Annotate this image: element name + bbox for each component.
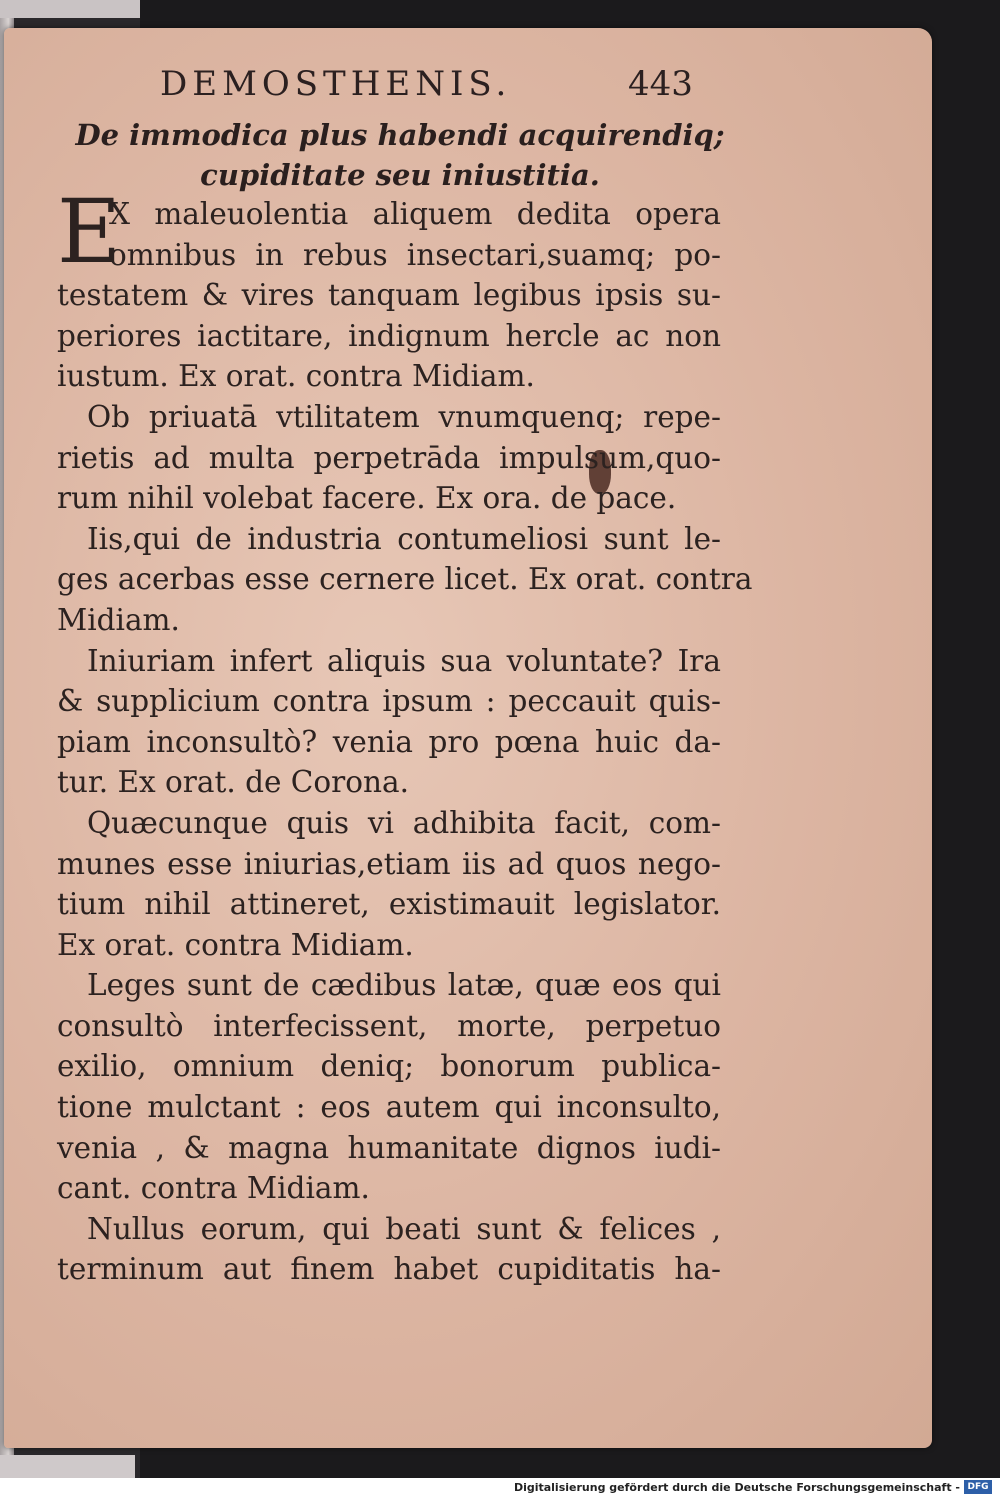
section-title-line-1: De immodica plus habendi acquirendiq; — [75, 118, 725, 152]
paragraph — [57, 519, 753, 641]
text-line: Leges sunt de cædibus latæ, quæ eos qui — [87, 968, 721, 1003]
drop-cap: E — [57, 180, 122, 283]
text-line: tur. Ex orat. de Corona. — [57, 765, 409, 800]
text-line: cant. contra Midiam. — [57, 1171, 370, 1206]
paragraph — [57, 1209, 721, 1290]
dfg-logo: DFG — [964, 1480, 992, 1494]
text-line: venia , & magna humanitate dignos iudi- — [57, 1130, 721, 1165]
paragraph — [57, 641, 721, 803]
text-line: Ex orat. contra Midiam. — [57, 927, 414, 962]
text-line: iustum. Ex orat. contra Midiam. — [57, 359, 535, 394]
text-line: Iis,qui de industria contumeliosi sunt le- — [87, 521, 721, 556]
text-line: tium nihil attineret, existimauit legislator. — [57, 887, 721, 922]
text-line: Iniuriam infert aliquis sua voluntate? Ira — [87, 643, 721, 678]
footer-bar — [0, 1478, 1000, 1498]
text-line: X maleuolentia aliquem dedita opera — [109, 197, 721, 231]
running-head: DEMOSTHENIS. — [160, 64, 512, 104]
text-line: Nullus eorum, qui beati sunt & felices , — [87, 1211, 721, 1246]
section-title-line-2: cupiditate seu iniustitia. — [200, 158, 600, 192]
text-line: ges acerbas esse cernere licet. Ex orat. contra — [57, 562, 753, 597]
page-number: 443 — [628, 64, 693, 104]
section-title — [60, 115, 740, 195]
book-edge-bottom — [0, 1455, 135, 1478]
paragraph — [57, 397, 721, 519]
paragraph — [57, 180, 721, 283]
text-line: rum nihil volebat facere. Ex ora. de pace. — [57, 481, 677, 516]
text-line: piam inconsultò? venia pro pœna huic da- — [57, 724, 721, 759]
text-line: tione mulctant : eos autem qui inconsulto, — [57, 1090, 721, 1125]
text-line: consultò interfecissent, morte, perpetuo — [57, 1008, 721, 1043]
paragraph — [57, 803, 721, 965]
text-line: munes esse iniurias,etiam iis ad quos nego- — [57, 846, 721, 881]
text-line: terminum aut finem habet cupiditatis ha- — [57, 1252, 721, 1287]
book-edge-top — [0, 0, 140, 18]
text-line: omnibus in rebus insectari,suamq; po- — [109, 237, 721, 272]
text-line: Quæcunque quis vi adhibita facit, com- — [87, 805, 721, 840]
text-line: Midiam. — [57, 602, 180, 637]
funding-credit: Digitalisierung gefördert durch die Deutsche Forschungsgemeinschaft - — [513, 1481, 960, 1494]
page-header — [0, 64, 1000, 104]
text-line: exilio, omnium deniq; bonorum publica- — [57, 1049, 721, 1084]
text-line: periores iactitare, indignum hercle ac non — [57, 318, 721, 353]
text-line: rietis ad multa perpetrāda impulsum,quo- — [57, 440, 721, 475]
body-text — [57, 180, 753, 1290]
text-line: testatem & vires tanquam legibus ipsis su- — [57, 278, 721, 313]
text-line: Ob priuatā vtilitatem vnumquenq; repe- — [87, 399, 721, 434]
text-line: & supplicium contra ipsum : peccauit quis- — [57, 684, 721, 719]
paragraph — [57, 965, 721, 1209]
